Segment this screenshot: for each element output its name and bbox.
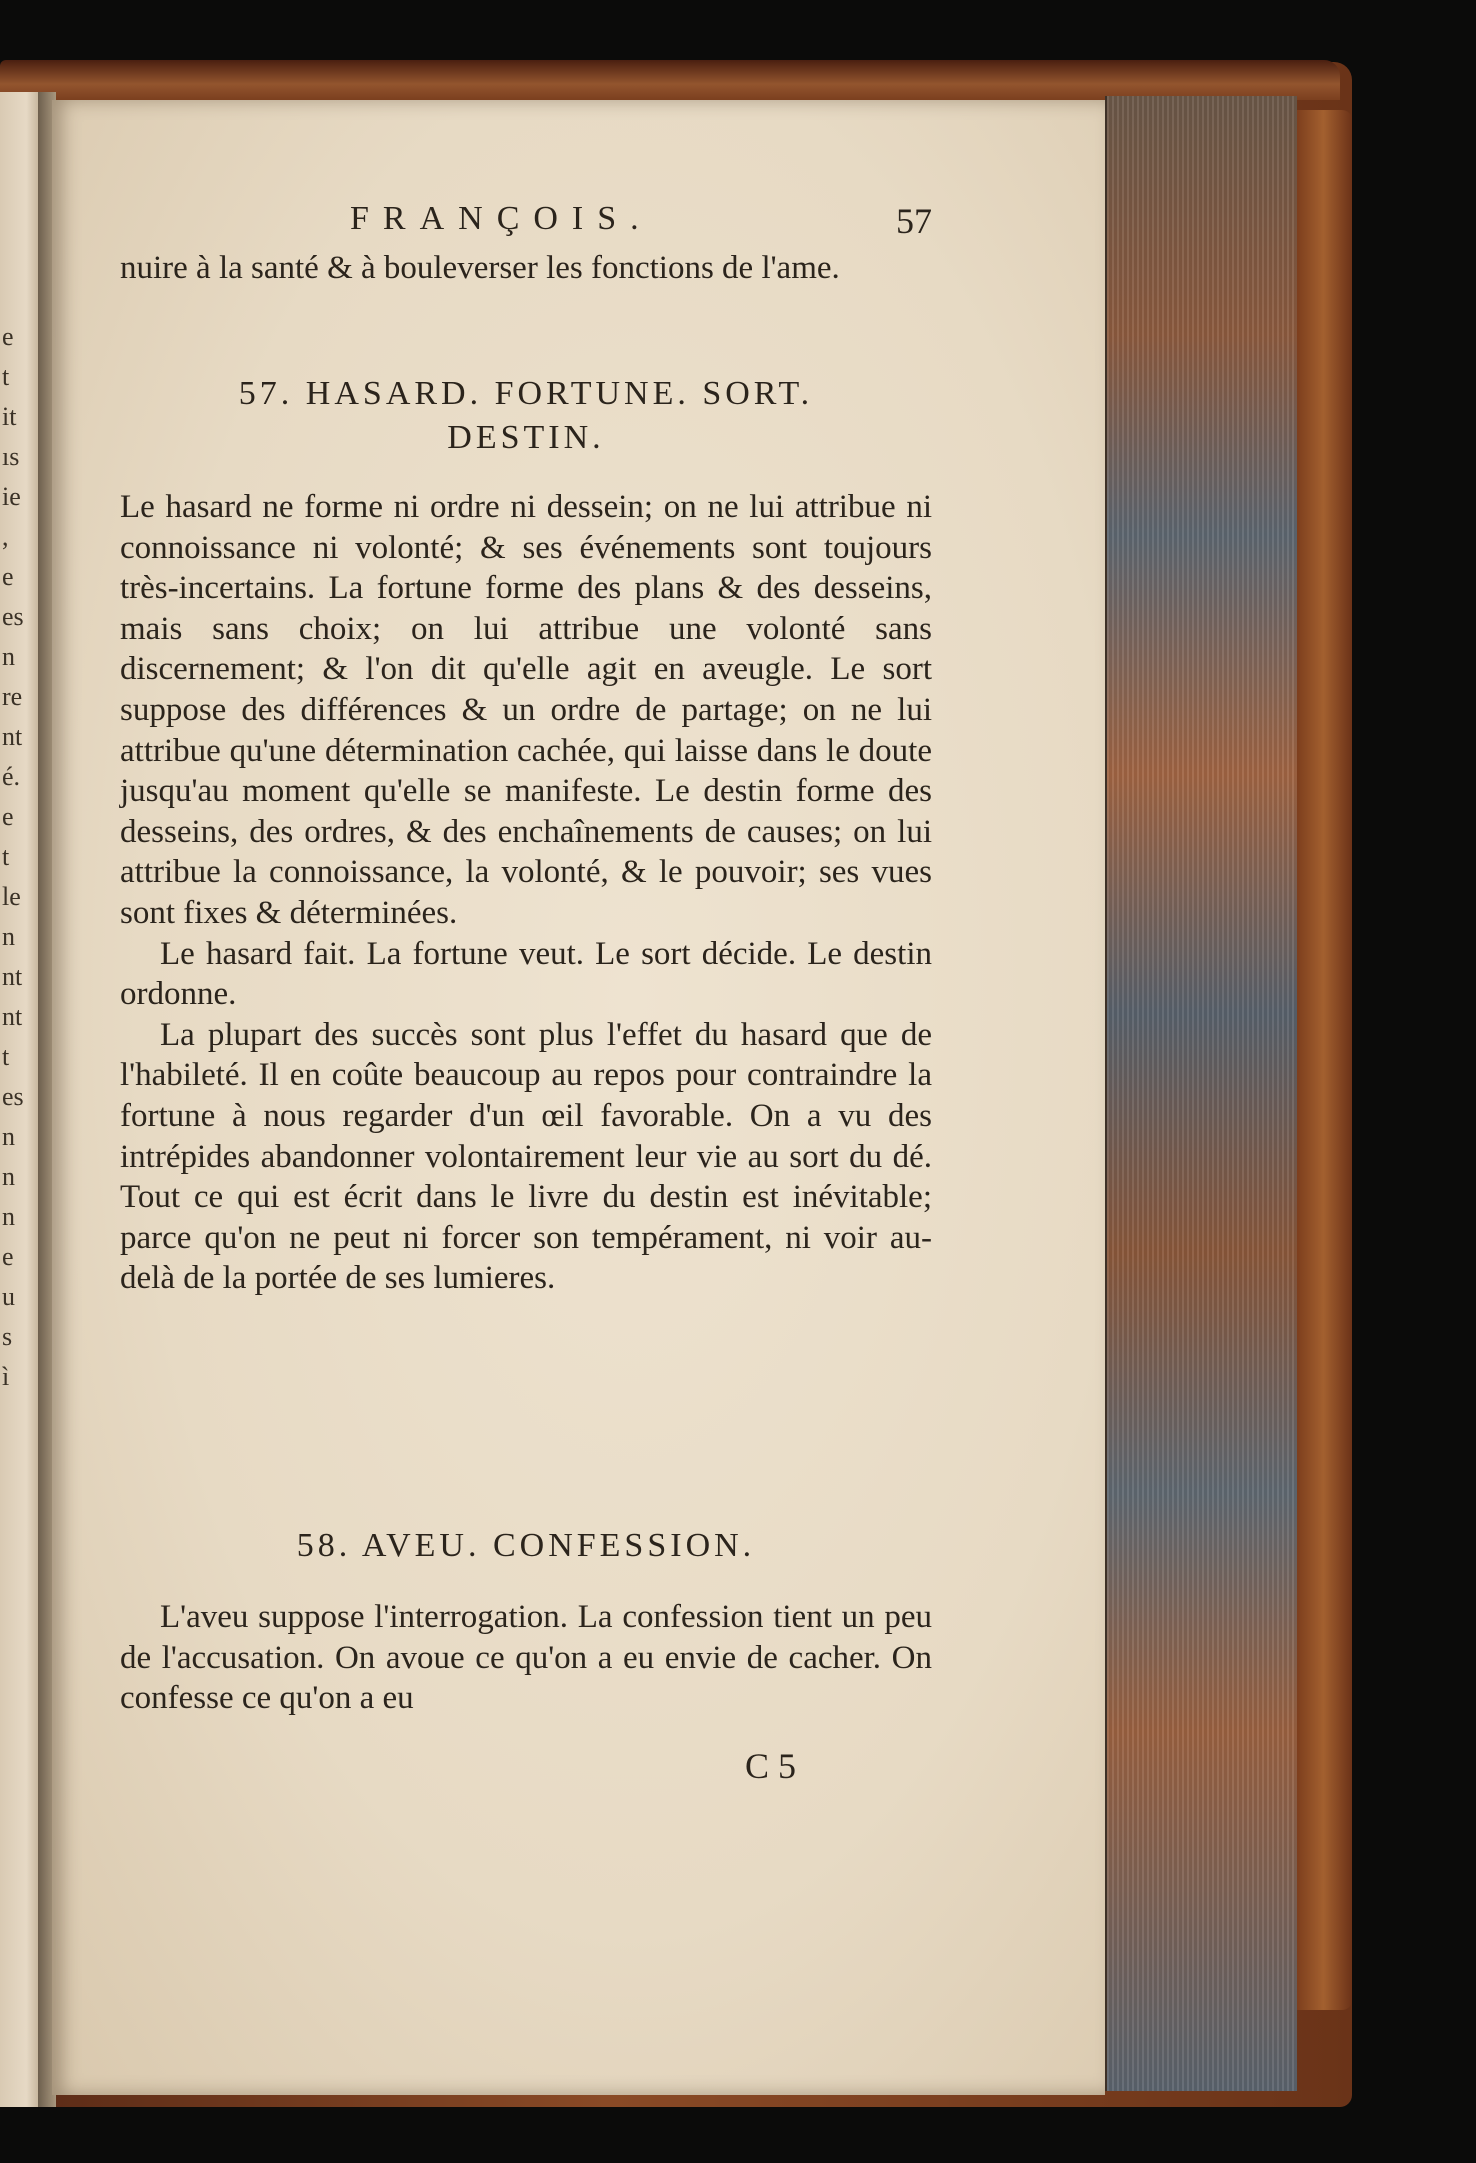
left-page-fragment: nt [2, 962, 23, 991]
section-58-heading [120, 1524, 932, 1568]
left-page-fragment: e [2, 562, 14, 591]
left-page-fragment: it [2, 402, 17, 431]
left-page-fragment: re [2, 682, 23, 711]
left-page-fragment: e [2, 322, 14, 351]
signature-mark: C 5 [745, 1746, 797, 1786]
opening-lines [120, 248, 932, 289]
left-page-fragment: t [2, 1042, 10, 1071]
section-57-body [120, 487, 932, 1299]
running-head [120, 200, 932, 244]
section-57-paragraph-3: La plupart des succès sont plus l'effet du hasard que de l'habileté. Il en coûte beaucoup au repos pour contraindre la fortune à nous regarder d'un œil favorable. On a vu des intrépides abandonner volontairement leur vie au sort du dé. Tout ce qui est écrit dans le livre du destin est inévitable; parce qu'on ne peut ni forcer son tempérament, ni voir au-delà de la portée de ses lumieres. [120, 1016, 932, 1297]
left-page-fragment: t [2, 842, 10, 871]
section-57-heading-line1: 57. HASARD. FORTUNE. SORT. [238, 375, 814, 412]
left-page-fragment: s [2, 1322, 13, 1351]
left-page-fragment: n [2, 1162, 15, 1191]
page-fore-edge [1105, 96, 1297, 2091]
opening-text: nuire à la santé & à bouleverser les fonctions de l'ame. [120, 250, 840, 286]
left-page-fragment: t [2, 362, 10, 391]
section-58-body [120, 1597, 932, 1719]
section-57-paragraph-2: Le hasard fait. La fortune veut. Le sort décide. Le destin ordonne. [120, 935, 932, 1013]
left-page-fragment: ıs [2, 442, 20, 471]
left-page-fragment: n [2, 922, 15, 951]
section-57-paragraph-1: Le hasard ne forme ni ordre ni dessein; on ne lui attribue ni connoissance ni volonté; & ses événements sont toujours très-incertains. La fortune forme des plans & des desseins, mais sans choix; on lui attribue une volonté sans discernement; & l'on dit qu'elle agit en aveugle. Le sort suppose des différences & un ordre de partage; on ne lui attribue qu'une détermination cachée, qui laisse dans le doute jusqu'au moment qu'elle se manifeste. Le destin forme des desseins, des ordres, & des enchaînements de causes; on lui attribue la connoissance, la volonté, & le pouvoir; ses vues sont fixes & déterminées. [120, 489, 932, 931]
left-page-fragment: es [2, 602, 24, 631]
section-58-heading-text: 58. AVEU. CONFESSION. [296, 1527, 756, 1564]
section-57-heading [120, 372, 932, 460]
left-page-fragment: n [2, 1202, 15, 1231]
left-page-fragment: ie [2, 482, 21, 511]
section-58-paragraph-1: L'aveu suppose l'interrogation. La confession tient un peu de l'accusation. On avoue ce qu'on a eu envie de cacher. On confesse ce qu'on a eu [120, 1599, 932, 1716]
cover-top-edge [0, 60, 1340, 100]
left-page-fragment: n [2, 642, 15, 671]
section-57-heading-line2: DESTIN. [447, 419, 605, 456]
cover-right-edge [1295, 110, 1352, 2010]
left-page-fragment: e [2, 802, 14, 831]
left-page-fragment: , [2, 522, 9, 551]
left-page-fragment: nt [2, 1002, 23, 1031]
running-title: FRANÇOIS. [350, 200, 653, 237]
left-page-fragment: le [2, 882, 21, 911]
left-page-fragment: es [2, 1082, 24, 1111]
left-page-fragment: ì [2, 1362, 10, 1391]
left-page-fragment: é. [2, 762, 21, 791]
left-page-fragment: e [2, 1242, 14, 1271]
left-page-fragment: u [2, 1282, 15, 1311]
left-page-fragment: nt [2, 722, 23, 751]
left-page-fragment: n [2, 1122, 15, 1151]
page-number: 57 [896, 201, 932, 241]
